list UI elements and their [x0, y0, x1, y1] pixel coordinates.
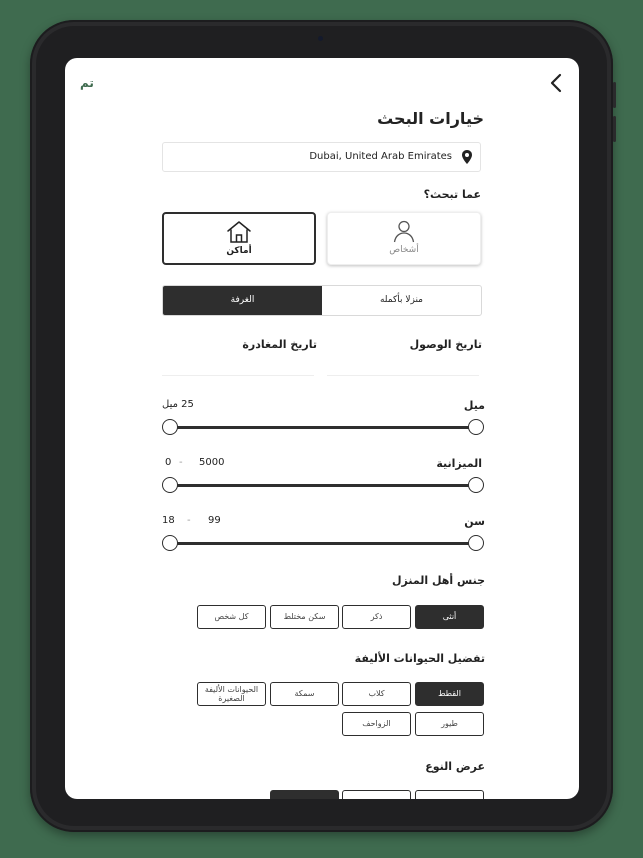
house-icon — [226, 220, 252, 244]
search-type-title: عما تبحث؟ — [423, 188, 481, 201]
places-label: أماكن — [226, 246, 252, 256]
budget-slider-max-thumb[interactable] — [468, 477, 484, 493]
arrival-date-field[interactable]: تاريخ الوصول — [409, 338, 482, 351]
distance-value: 25 ميل — [162, 399, 194, 410]
distance-slider-track — [171, 426, 475, 429]
budget-min-value: 0 — [165, 457, 172, 468]
pet-chip-birds[interactable]: طيور — [415, 712, 484, 736]
budget-separator: - — [179, 457, 183, 468]
space-type-room[interactable]: الغرفة — [163, 286, 322, 315]
gender-chip-female[interactable]: أنثى — [415, 605, 484, 629]
space-type-whole-home[interactable]: منزلا بأكمله — [379, 295, 424, 305]
page-title: خيارات البحث — [377, 109, 484, 128]
age-label: سن — [464, 515, 485, 528]
display-type-title: عرض النوع — [425, 760, 485, 773]
distance-label: ميل — [463, 399, 485, 412]
arrival-date-underline — [327, 375, 479, 376]
pet-chip-fish[interactable]: سمكة — [270, 682, 339, 706]
location-value: Dubai, United Arab Emirates — [309, 151, 452, 162]
gender-chip-everyone[interactable]: كل شخص — [197, 605, 266, 629]
departure-date-field[interactable]: تاريخ المغادرة — [242, 338, 317, 351]
app-screen — [65, 58, 579, 799]
location-pin-icon — [461, 149, 473, 165]
household-gender-title: جنس أهل المنزل — [392, 574, 485, 587]
front-camera — [318, 36, 323, 41]
distance-slider-max-thumb[interactable] — [468, 419, 484, 435]
pet-chip-cats[interactable]: القطط — [415, 682, 484, 706]
gender-chip-male[interactable]: ذكر — [342, 605, 411, 629]
display-type-chip-3[interactable] — [270, 790, 339, 799]
age-slider-max-thumb[interactable] — [468, 535, 484, 551]
volume-down-button — [613, 116, 616, 142]
pet-chip-reptiles[interactable]: الزواحف — [342, 712, 411, 736]
display-type-chip-1[interactable] — [415, 790, 484, 799]
person-icon — [392, 219, 416, 243]
back-chevron-icon[interactable] — [547, 72, 567, 94]
gender-chip-mixed[interactable]: سكن مختلط — [270, 605, 339, 629]
distance-slider-min-thumb[interactable] — [162, 419, 178, 435]
pets-title: تفضيل الحيوانات الأليفة — [354, 652, 485, 665]
location-search-input[interactable] — [162, 142, 481, 172]
pet-chip-dogs[interactable]: كلاب — [342, 682, 411, 706]
age-slider-min-thumb[interactable] — [162, 535, 178, 551]
search-type-places-card[interactable] — [162, 212, 316, 265]
age-separator: - — [187, 515, 191, 526]
budget-max-value: 5000 — [199, 457, 225, 468]
age-min-value: 18 — [162, 515, 175, 526]
budget-label: الميزانية — [436, 457, 482, 470]
pet-chip-small-pets[interactable]: الحيوانات الأليفة الصغيرة — [197, 682, 266, 706]
space-type-toggle — [162, 285, 482, 316]
volume-up-button — [613, 82, 616, 108]
top-bar — [65, 58, 579, 108]
search-type-persons-card[interactable] — [327, 212, 481, 265]
display-type-chip-2[interactable] — [342, 790, 411, 799]
persons-label: أشخاص — [389, 245, 419, 255]
age-slider-track — [171, 542, 475, 545]
budget-slider-track — [171, 484, 475, 487]
age-max-value: 99 — [208, 515, 221, 526]
departure-date-underline — [162, 375, 314, 376]
done-button[interactable]: تم — [80, 76, 94, 90]
budget-slider-min-thumb[interactable] — [162, 477, 178, 493]
